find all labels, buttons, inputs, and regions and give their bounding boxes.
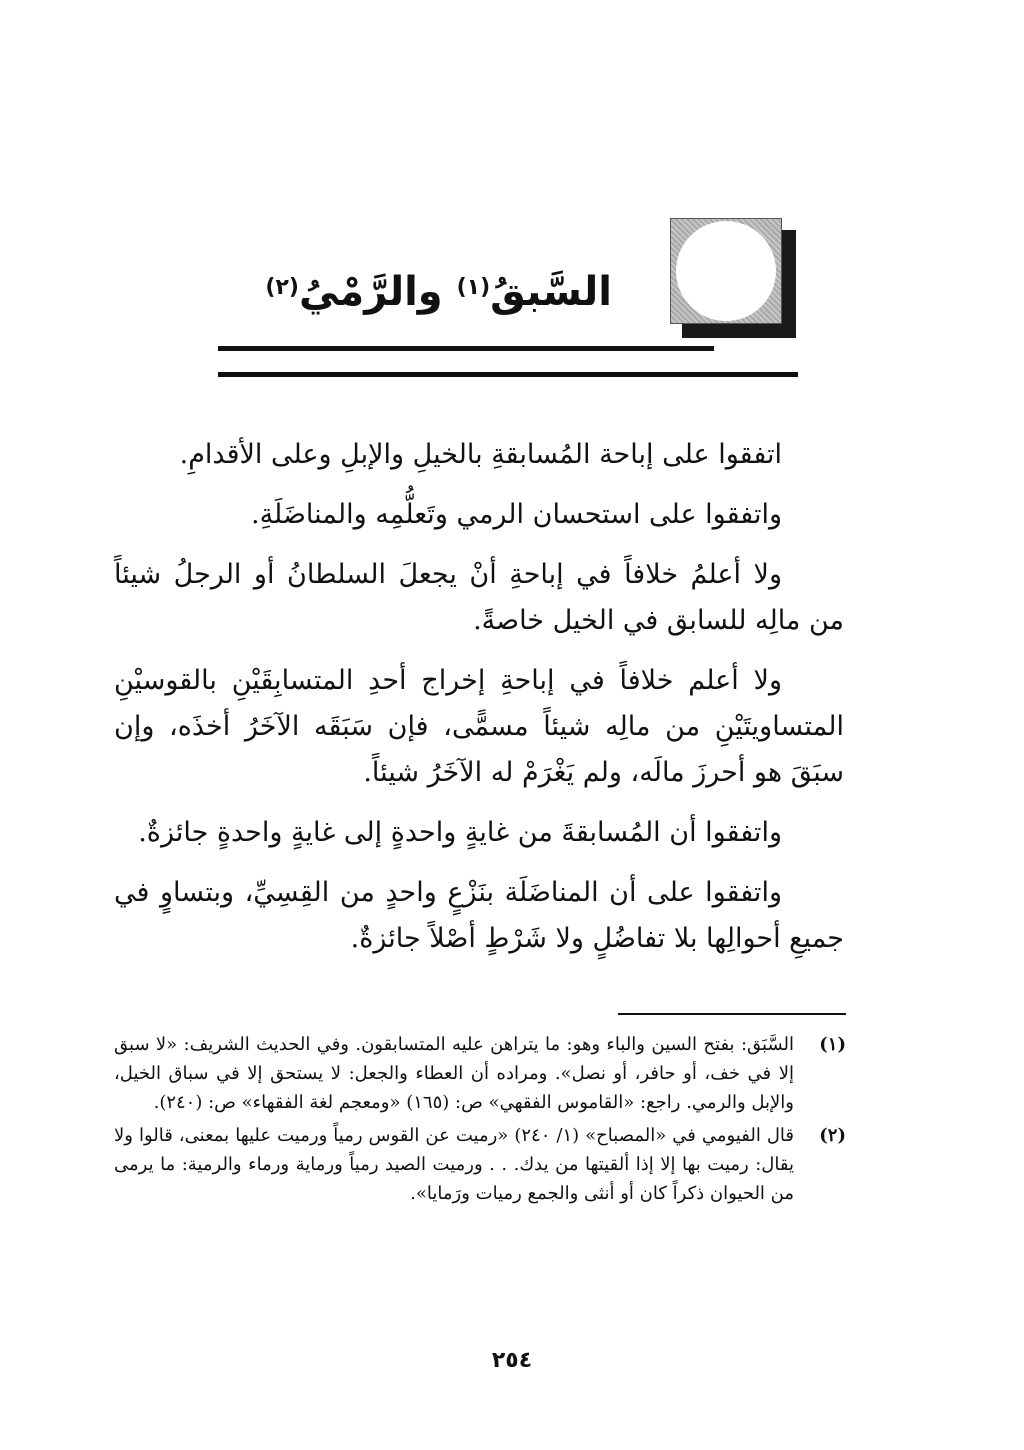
footnote-number: (٢) [819, 1125, 846, 1146]
footnote-text: قال الفيومي في «المصباح» (١/ ٢٤٠) «رميت عن القوس رمياً ورميت عليها بمعنى، قالوا ولا يقال: رميت بها إلا إذا ألقيتها من يدك. . . ورميت الصيد رمياً ورماية ورماء والرمية: ما يرمى من الحيوان ذكراً كان أو أنثى والجمع رميات ورَمايا». [114, 1125, 794, 1204]
body-paragraph: ولا أعلم خلافاً في إباحةِ إخراج أحدِ المتسابِقَيْنِ بالقوسيْنِ المتساويتَيْنِ من مالِه شيئاً مسمًّى، فإن سَبَقَه الآخَرُ أخذَه، وإن سبَقَ هو أحرزَ مالَه، ولم يَغْرَمْ له الآخَرُ شيئاً. [114, 665, 844, 788]
body-paragraph: واتفقوا أن المُسابقةَ من غايةٍ واحدةٍ إلى غايةٍ واحدةٍ جائزةٌ. [138, 817, 782, 848]
body-paragraph: واتفقوا على أن المناضَلَة بنَزْعٍ واحدٍ من القِسِيِّ، وبتساوٍ في جميعِ أحوالِها بلا تفاضُلٍ ولا شَرْطٍ أصْلاً جائزةٌ. [114, 877, 844, 954]
title-rule-lower [218, 372, 798, 377]
footnote-item [114, 1030, 846, 1117]
title-rule-upper [218, 346, 714, 351]
chapter-title [192, 262, 612, 322]
body-paragraph: واتفقوا على استحسان الرمي وتَعلُّمِه والمناضَلَةِ. [251, 499, 782, 530]
footnotes [114, 1030, 846, 1212]
footnote-number: (١) [819, 1034, 846, 1055]
footnote-separator [618, 1013, 846, 1015]
footnote-item [114, 1121, 846, 1208]
body-paragraph: اتفقوا على إباحة المُسابقةِ بالخيلِ والإبلِ وعلى الأقدامِ. [179, 439, 782, 470]
chapter-ornament [670, 218, 798, 340]
chapter-title-part1: السَّبقُ [490, 269, 612, 315]
footnote-ref-1[interactable]: (١) [456, 275, 491, 300]
body-paragraph: ولا أعلمُ خلافاً في إباحةِ أنْ يجعلَ السلطانُ أو الرجلُ شيئاً من مالِه للسابق في الخيل خاصةً. [114, 559, 844, 636]
page-number: ٢٥٤ [491, 1348, 533, 1373]
body-text [114, 432, 844, 976]
ornament-circle [676, 221, 776, 321]
footnote-text: السَّبَق: بفتح السين والباء وهو: ما يتراهن عليه المتسابقون. وفي الحديث الشريف: «لا سبق إلا في خف، أو حافر، أو نصل». ومراده أن العطاء والجعل: لا يستحق إلا في سباق الخيل، والإبل والرمي. راجع: «القاموس الفقهي» ص: (١٦٥) «ومعجم لغة الفقهاء» ص: (٢٤٠). [114, 1034, 794, 1113]
footnote-ref-2[interactable]: (٢) [265, 275, 299, 300]
chapter-title-part2: والرَّمْيُ [298, 269, 443, 315]
